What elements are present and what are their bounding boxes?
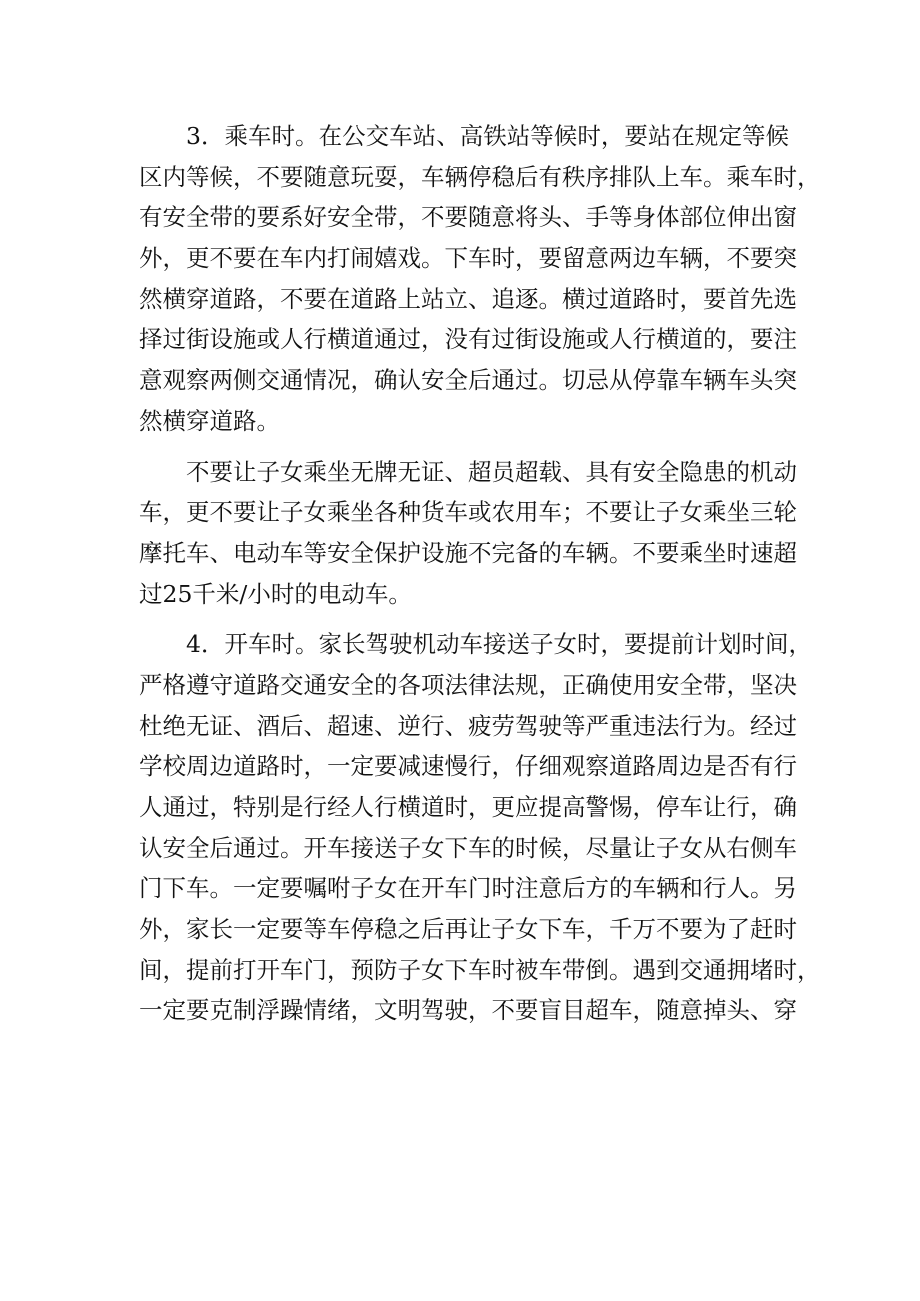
text-line: 区内等候，不要随意玩耍，车辆停稳后有秩序排队上车。乘车时， — [139, 162, 821, 191]
text-line: 认安全后通过。开车接送子女下车的时候，尽量让子女从右侧车 — [139, 833, 797, 862]
text-line: 外，家长一定要等车停稳之后再让子女下车，千万不要为了赶时 — [139, 915, 797, 944]
text-line: 外，更不要在车内打闹嬉戏。下车时，要留意两边车辆，不要突 — [139, 244, 797, 273]
text-line: 严格遵守道路交通安全的各项法律法规，正确使用安全带，坚决 — [139, 670, 797, 699]
text-line: 门下车。一定要嘱咐子女在开车门时注意后方的车辆和行人。另 — [139, 874, 797, 903]
text-line: 人通过，特别是行经人行横道时，更应提高警惕，停车让行，确 — [139, 793, 797, 821]
paragraph-vehicles — [139, 452, 797, 615]
paragraph-driving — [139, 624, 821, 1031]
text-line: 杜绝无证、酒后、超速、逆行、疲劳驾驶等严重违法行为。经过 — [139, 711, 797, 740]
text-line: 车，更不要让子女乘坐各种货车或农用车；不要让子女乘坐三轮 — [139, 498, 797, 527]
text-line: 然横穿道路，不要在道路上站立、追逐。横过道路时，要首先选 — [139, 284, 797, 313]
text-line: 有安全带的要系好安全带，不要随意将头、手等身体部位伸出窗 — [139, 203, 797, 232]
paragraph-riding — [139, 116, 821, 442]
text-line: 然横穿道路。 — [139, 406, 280, 435]
text-line: 一定要克制浮躁情绪，文明驾驶，不要盲目超车，随意掉头、穿 — [139, 996, 797, 1025]
text-line: 间，提前打开车门，预防子女下车时被车带倒。遇到交通拥堵时， — [139, 955, 821, 984]
text-line: 学校周边道路时，一定要减速慢行，仔细观察道路周边是否有行 — [139, 752, 797, 781]
text-line: 过25千米/小时的电动车。 — [139, 579, 412, 608]
text-line: 意观察两侧交通情况，确认安全后通过。切忌从停靠车辆车头突 — [139, 366, 797, 395]
text-line: 3．乘车时。在公交车站、高铁站等候时，要站在规定等候 — [186, 122, 789, 150]
text-line: 4．开车时。家长驾驶机动车接送子女时，要提前计划时间， — [186, 630, 812, 659]
text-line: 不要让子女乘坐无牌无证、超员超载、具有安全隐患的机动 — [186, 457, 797, 486]
text-line: 择过街设施或人行横道通过，没有过街设施或人行横道的，要注 — [139, 325, 797, 354]
document-body — [139, 116, 821, 1041]
text-line: 摩托车、电动车等安全保护设施不完备的车辆。不要乘坐时速超 — [139, 538, 797, 567]
